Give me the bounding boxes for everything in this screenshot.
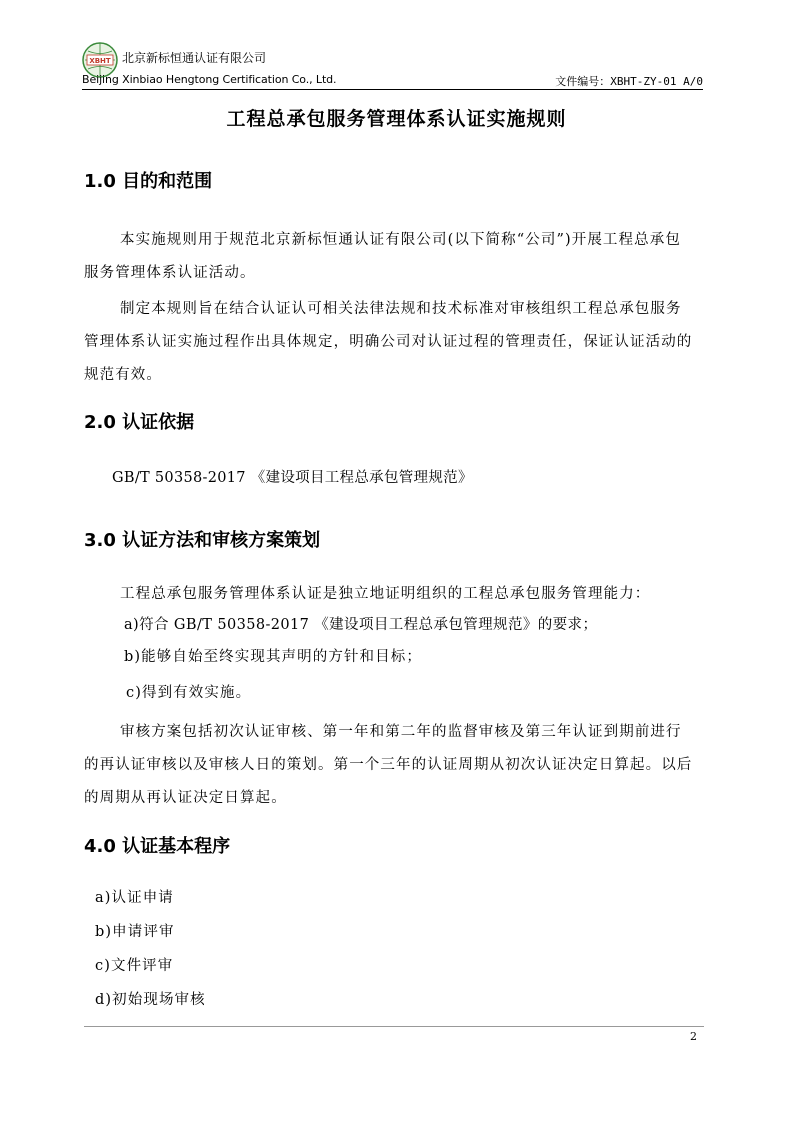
section-3-heading: 3.0 认证方法和审核方案策划 (84, 530, 321, 551)
section-4-item: d)初始现场审核 (95, 992, 206, 1008)
page-number: 2 (690, 1030, 697, 1043)
section-3-paragraph-1: 工程总承包服务管理体系认证是独立地证明组织的工程总承包服务管理能力： (120, 586, 651, 602)
footer-divider (84, 1026, 704, 1027)
page-header (82, 40, 703, 90)
company-name-en: Beijing Xinbiao Hengtong Certification Co., Ltd. (82, 73, 337, 86)
section-4-heading: 4.0 认证基本程序 (84, 836, 231, 857)
section-1-paragraph-2: 制定本规则旨在结合认证认可相关法律法规和技术标准对审核组织工程总承包服务管理体系认证实施过程作出具体规定，明确公司对认证过程的管理责任，保证认证活动的规范有效。 (84, 301, 693, 383)
section-3-paragraph-2: 审核方案包括初次认证审核、第一年和第二年的监督审核及第三年认证到期前进行的再认证审核以及审核人日的策划。第一个三年的认证周期从初次认证决定日算起。以后的周期从再认证决定日算起。 (84, 724, 693, 806)
section-2-standard: GB/T 50358-2017 《建设项目工程总承包管理规范》 (112, 470, 473, 486)
section-3-item-a: a)符合 GB/T 50358-2017 《建设项目工程总承包管理规范》的要求； (124, 617, 598, 633)
section-1-heading: 1.0 目的和范围 (84, 171, 213, 192)
header-divider (82, 89, 703, 90)
section-3-item-b: b)能够自始至终实现其声明的方针和目标； (124, 649, 422, 665)
logo-text: XBHT (89, 57, 111, 65)
section-4-item: a)认证申请 (95, 890, 174, 906)
section-4-item: c)文件评审 (95, 958, 174, 974)
section-1-paragraph-1: 本实施规则用于规范北京新标恒通认证有限公司(以下简称“公司”)开展工程总承包服务管理体系认证活动。 (84, 232, 681, 281)
section-2-heading: 2.0 认证依据 (84, 412, 195, 433)
document-title: 工程总承包服务管理体系认证实施规则 (226, 108, 567, 130)
document-number: 文件编号：XBHT-ZY-01 A/0 (555, 75, 703, 88)
section-3-item-c: c)得到有效实施。 (126, 685, 252, 701)
company-name-cn: 北京新标恒通认证有限公司 (122, 51, 267, 65)
section-4-item: b)申请评审 (95, 924, 175, 940)
